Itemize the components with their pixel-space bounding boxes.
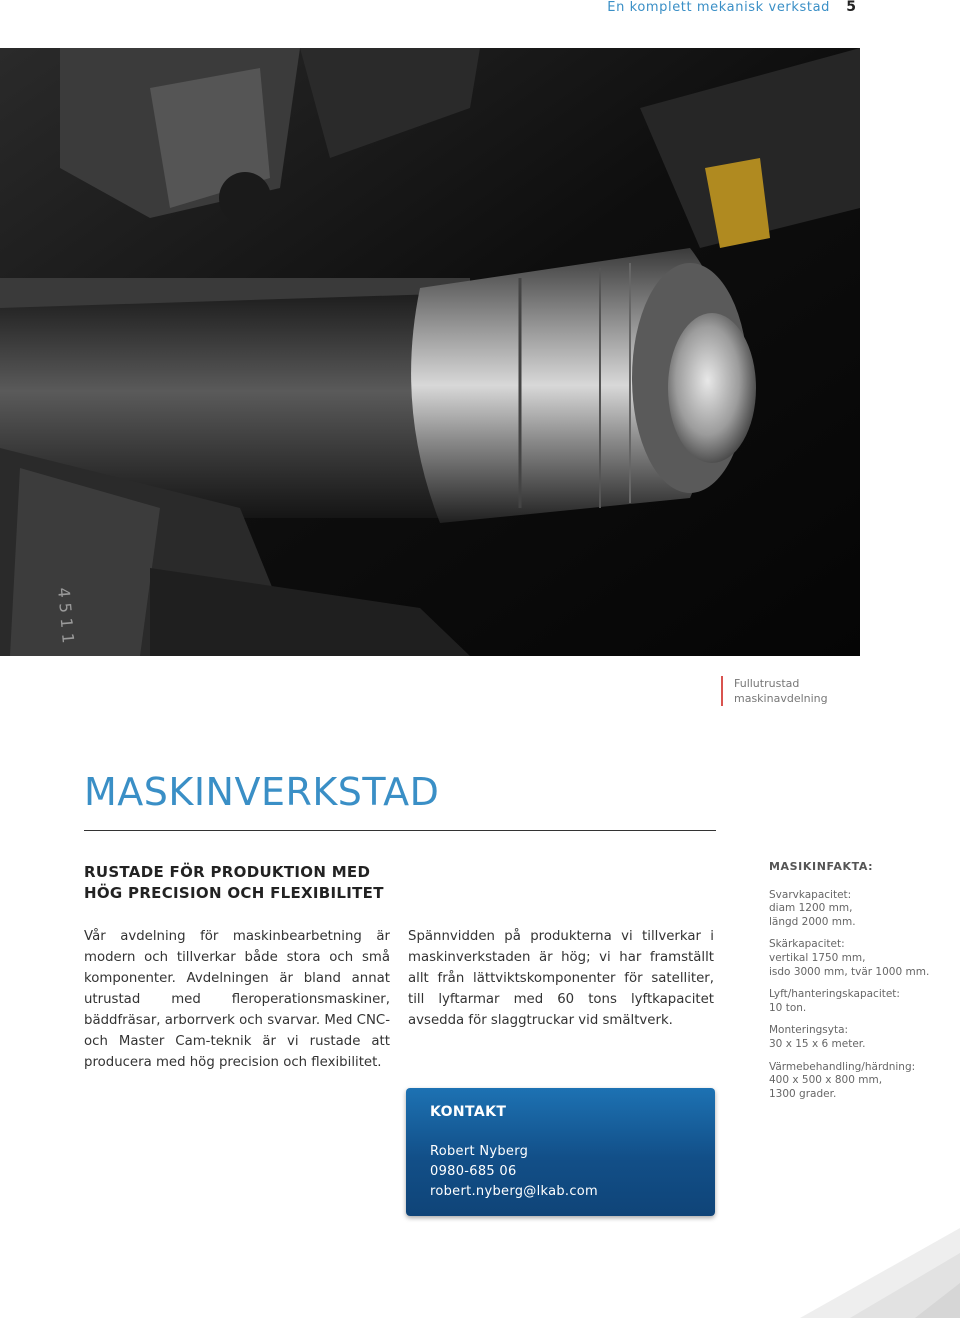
fact-item xyxy=(769,1024,939,1051)
fact-value: vertikal 1750 mm, xyxy=(769,951,866,964)
machine-facts xyxy=(769,860,939,1110)
subtitle-line-1: RUSTADE FÖR PRODUKTION MED xyxy=(84,863,371,881)
page-header xyxy=(0,0,960,20)
facts-title: MASIKINFAKTA: xyxy=(769,860,874,873)
body-column-2: Spännvidden på produkterna vi tillverkar i maskinverkstaden är hög; vi har framställt allt från lättviktskomponenter för satelliter, till lyftarmar med 60 tons lyftkapacitet avsedda för slaggtruckar vid smältverk. xyxy=(408,929,714,1028)
caption-line-2: maskinavdelning xyxy=(734,692,828,705)
caption-line-1: Fullutrustad xyxy=(734,677,800,690)
title-divider xyxy=(84,830,716,831)
running-title: En komplett mekanisk verkstad xyxy=(607,0,830,15)
corner-decoration xyxy=(740,1218,960,1318)
fact-value: längd 2000 mm. xyxy=(769,915,856,928)
fact-value: diam 1200 mm, xyxy=(769,902,853,915)
section-subtitle xyxy=(84,862,384,904)
fact-item xyxy=(769,889,939,930)
fact-label: Svarvkapacitet: xyxy=(769,888,852,901)
fact-label: Värmebehandling/härdning: xyxy=(769,1060,916,1073)
fact-label: Lyft/hanteringskapacitet: xyxy=(769,988,900,1001)
fact-value: 10 ton. xyxy=(769,1001,807,1014)
engraved-number: 4 5 1 1 xyxy=(54,586,78,645)
fact-value: 1300 grader. xyxy=(769,1087,837,1100)
contact-box xyxy=(406,1088,715,1216)
fact-value: 30 x 15 x 6 meter. xyxy=(769,1037,866,1050)
contact-title: KONTAKT xyxy=(430,1104,507,1120)
fact-label: Skärkapacitet: xyxy=(769,938,845,951)
contact-email[interactable]: robert.nyberg@lkab.com xyxy=(430,1184,599,1199)
fact-label: Monteringsyta: xyxy=(769,1024,849,1037)
subtitle-line-2: HÖG PRECISION OCH FLEXIBILITET xyxy=(84,884,384,902)
fact-value: 400 x 500 x 800 mm, xyxy=(769,1074,883,1087)
page-title: MASKINVERKSTAD xyxy=(84,770,440,814)
fact-value: isdo 3000 mm, tvär 1000 mm. xyxy=(769,965,930,978)
lathe-workpiece-image xyxy=(0,48,860,656)
fact-item xyxy=(769,1061,939,1102)
body-column-1: Vår avdelning för maskinbearbetning är modern och tillverkar både stora och små komponenter. Avdelningen är bland annat utrustad med fleroperationsmaskiner, bäddfräsar, arborrverk och svarvar. Med CNC- och Master Cam-teknik är vi rustade att producera med hög precision och flexibilitet. xyxy=(84,929,390,1070)
photo-caption xyxy=(721,676,828,706)
fact-item xyxy=(769,938,939,979)
fact-item xyxy=(769,988,939,1015)
page-number: 5 xyxy=(846,0,856,15)
contact-name: Robert Nyberg xyxy=(430,1144,529,1159)
contact-phone[interactable]: 0980-685 06 xyxy=(430,1164,517,1179)
machining-photo xyxy=(0,48,860,656)
